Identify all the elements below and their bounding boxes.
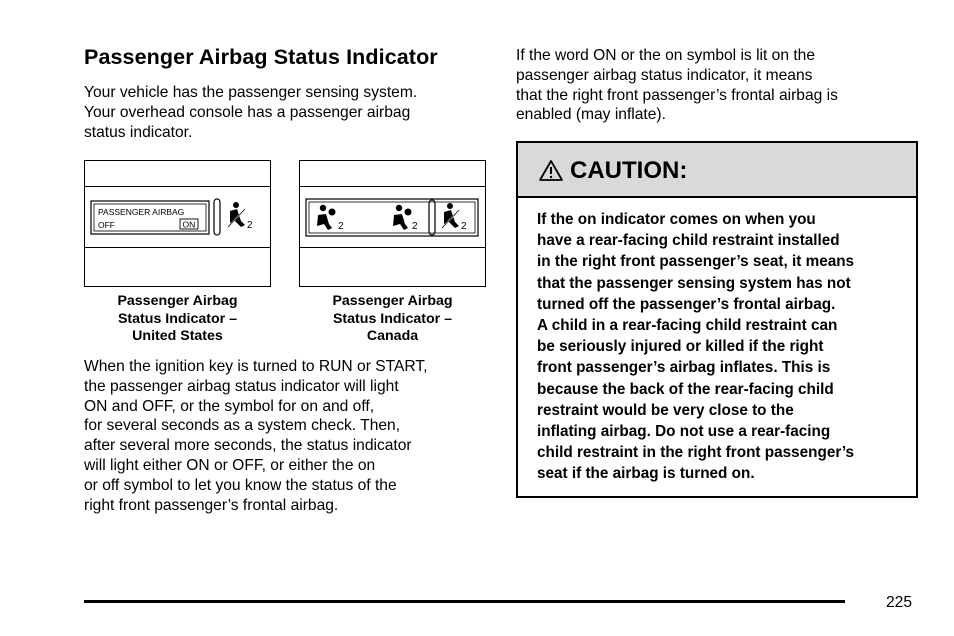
caution-line: child restraint in the right front passenger’s xyxy=(537,444,855,462)
section-heading: Passenger Airbag Status Indicator xyxy=(84,45,438,69)
body-line: passenger airbag status indicator, it means xyxy=(516,66,813,84)
caution-text xyxy=(537,209,909,485)
intro-line: status indicator. xyxy=(84,123,193,141)
body-line: or off symbol to let you know the status of the xyxy=(84,476,397,494)
icon-digit: 2 xyxy=(412,221,418,232)
body-line: will light either ON or OFF, or either the on xyxy=(84,456,376,474)
caption-line: United States xyxy=(132,328,223,345)
caution-line: because the back of the rear-facing child xyxy=(537,380,834,398)
caution-header xyxy=(518,143,916,198)
intro-line: Your vehicle has the passenger sensing system. xyxy=(84,84,418,101)
caption-line: Canada xyxy=(366,328,419,345)
body-line: right front passenger’s frontal airbag. xyxy=(84,496,339,514)
airbag-on-icon xyxy=(317,205,336,230)
figure-canada-indicator xyxy=(299,160,486,287)
body-line: that the right front passenger’s frontal airbag is xyxy=(516,86,838,104)
airbag-off-icon xyxy=(442,203,459,228)
caution-line: that the passenger sensing system has not xyxy=(537,274,851,292)
body-line: If the word ON or the on symbol is lit on the xyxy=(516,47,816,64)
caption-line: Status Indicator – xyxy=(332,310,453,327)
icon-digit: 2 xyxy=(247,220,253,231)
indicator-panel xyxy=(85,186,270,248)
panel-label-on: ON xyxy=(182,219,196,230)
icon-digit: 2 xyxy=(338,221,344,232)
caption-line: Passenger Airbag xyxy=(332,293,453,309)
caution-line: be seriously injured or killed if the right xyxy=(537,338,824,356)
caution-line: front passenger’s airbag inflates. This is xyxy=(537,359,831,377)
caution-line: A child in a rear-facing child restraint can xyxy=(537,317,838,335)
caution-line: in the right front passenger’s seat, it means xyxy=(537,253,855,271)
caution-line: inflating airbag. Do not use a rear-facing xyxy=(537,423,831,441)
caution-line: If the on indicator comes on when you xyxy=(537,211,816,228)
indicator-panel xyxy=(300,186,485,248)
figure-us-indicator xyxy=(84,160,271,287)
body-line: for several seconds as a system check. Then, xyxy=(84,417,401,435)
caption-line: Passenger Airbag xyxy=(117,293,238,309)
caution-line: turned off the passenger’s frontal airbag. xyxy=(537,295,836,313)
footer-rule xyxy=(84,600,845,603)
caution-title: CAUTION: xyxy=(570,157,688,184)
system-check-paragraph xyxy=(84,357,494,515)
us-indicator-display xyxy=(85,187,269,244)
airbag-on-icon xyxy=(393,205,412,230)
canada-indicator-display xyxy=(300,187,484,244)
body-line: after several more seconds, the status indicator xyxy=(84,437,412,455)
caution-line: restraint would be very close to the xyxy=(537,401,794,419)
airbag-off-icon xyxy=(228,202,245,227)
caution-line: seat if the airbag is turned on. xyxy=(537,465,755,483)
icon-digit: 2 xyxy=(461,221,467,232)
panel-label-top: PASSENGER AIRBAG xyxy=(98,207,185,217)
body-line: the passenger airbag status indicator will light xyxy=(84,377,399,395)
caption-line: Status Indicator – xyxy=(117,310,238,327)
caution-box xyxy=(516,141,918,498)
panel-label-off: OFF xyxy=(98,220,115,230)
on-indicator-paragraph xyxy=(516,46,916,125)
intro-paragraph xyxy=(84,83,489,142)
body-line: When the ignition key is turned to RUN or START, xyxy=(84,358,428,375)
page-number: 225 xyxy=(886,594,913,611)
intro-line: Your overhead console has a passenger airbag xyxy=(84,103,411,121)
figure-caption-us xyxy=(84,293,271,346)
body-line: ON and OFF, or the symbol for on and off, xyxy=(84,397,375,415)
warning-triangle-icon xyxy=(538,159,564,182)
body-line: enabled (may inflate). xyxy=(516,106,666,124)
caution-line: have a rear-facing child restraint installed xyxy=(537,232,840,250)
figure-caption-canada xyxy=(299,293,486,346)
